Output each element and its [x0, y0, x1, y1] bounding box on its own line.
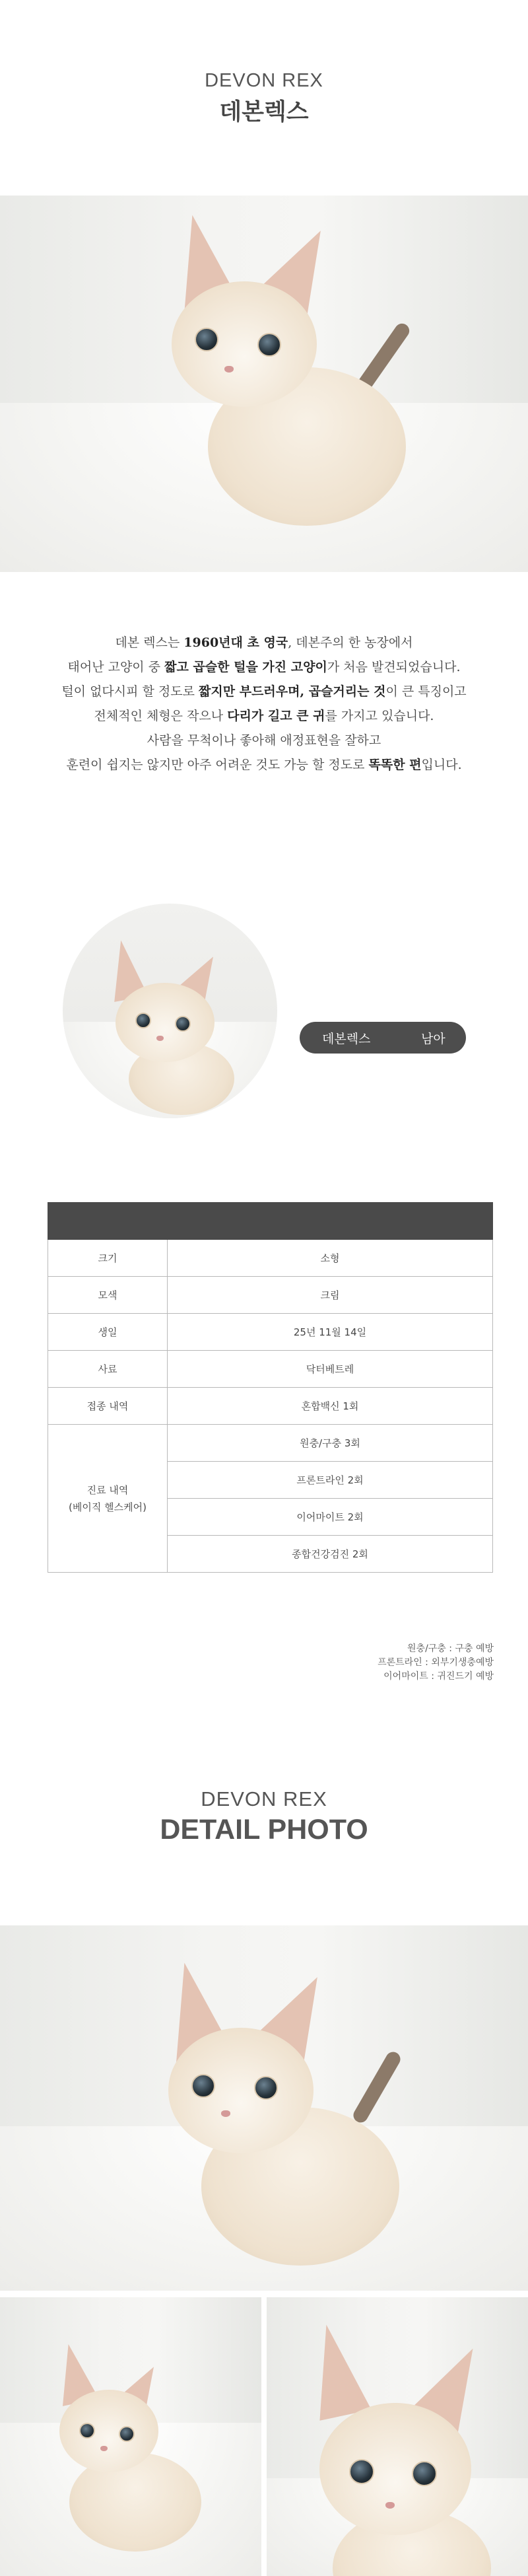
note-line: 원충/구충 : 구충 예방 — [407, 1643, 494, 1654]
table-key: 크기 — [48, 1240, 168, 1277]
detail-title-main: DETAIL PHOTO — [160, 1814, 368, 1845]
table-key: 사료 — [48, 1351, 168, 1388]
note-line: 이어마이트 : 귀진드기 예방 — [383, 1671, 494, 1682]
description-line: 털이 없다시피 할 정도로 짧지만 부드러우며, 곱슬거리는 것이 큰 특징이고 — [61, 684, 467, 699]
table-row — [48, 1277, 493, 1314]
description-line: 사람을 무척이나 좋아해 애정표현을 잘하고 — [147, 733, 381, 748]
table-key: 생일 — [48, 1314, 168, 1351]
treatment-key — [48, 1425, 168, 1573]
treatment-value: 프론트라인 2회 — [168, 1462, 493, 1499]
page-title-en: DEVON REX — [205, 70, 323, 91]
cat-figure — [158, 209, 436, 552]
hero-cat-photo — [0, 196, 528, 572]
treatment-key-line1: 진료 내역 — [86, 1484, 129, 1496]
table-header-cell — [168, 1203, 493, 1240]
table-value: 혼합백신 1회 — [168, 1388, 493, 1425]
gender-label: 남아 — [421, 1031, 446, 1046]
table-row — [48, 1314, 493, 1351]
breed-label: 데본렉스 — [322, 1031, 371, 1046]
table-row — [48, 1351, 493, 1388]
treatment-key-line2: (베이직 헬스케어) — [69, 1501, 147, 1513]
note-line: 프론트라인 : 외부기생충예방 — [378, 1657, 494, 1668]
cat-figure — [293, 2310, 517, 2575]
treatment-value: 원충/구충 3회 — [168, 1425, 493, 1462]
table-row — [48, 1240, 493, 1277]
description-line: 전체적인 체형은 작으나 다리가 길고 큰 귀를 가지고 있습니다. — [94, 709, 434, 723]
description-line: 데본 렉스는 1960년대 초 영국, 데본주의 한 농장에서 — [115, 635, 413, 650]
table-header-row — [48, 1203, 493, 1240]
table-row — [48, 1388, 493, 1425]
description-line: 훈련이 쉽지는 않지만 아주 어려운 것도 가능 할 정도로 똑똑한 편입니다. — [66, 758, 462, 772]
detail-photo-large — [0, 1925, 528, 2291]
detail-photo-left — [0, 2297, 261, 2576]
table-row — [48, 1425, 493, 1462]
description-line: 태어난 고양이 중 짧고 곱슬한 털을 가진 고양이가 처음 발견되었습니다. — [67, 660, 461, 674]
table-key: 모색 — [48, 1277, 168, 1314]
table-value: 25년 11월 14일 — [168, 1314, 493, 1351]
cat-figure — [46, 2337, 218, 2561]
detail-title-en: DEVON REX — [201, 1787, 327, 1810]
info-table — [48, 1202, 493, 1573]
page-title-ko: 데본렉스 — [219, 99, 309, 125]
profile-badge — [300, 1022, 466, 1054]
table-header-cell — [48, 1203, 168, 1240]
treatment-value: 종합건강검진 2회 — [168, 1536, 493, 1573]
detail-photo-right — [267, 2297, 528, 2576]
breed-description — [26, 631, 502, 777]
table-value: 닥터베트레 — [168, 1351, 493, 1388]
profile-photo — [63, 904, 277, 1118]
table-value: 크림 — [168, 1277, 493, 1314]
treatment-notes — [378, 1642, 494, 1684]
treatment-value: 이어마이트 2회 — [168, 1499, 493, 1536]
cat-figure — [152, 1952, 429, 2282]
table-value: 소형 — [168, 1240, 493, 1277]
cat-figure — [102, 933, 248, 1105]
table-key: 접종 내역 — [48, 1388, 168, 1425]
